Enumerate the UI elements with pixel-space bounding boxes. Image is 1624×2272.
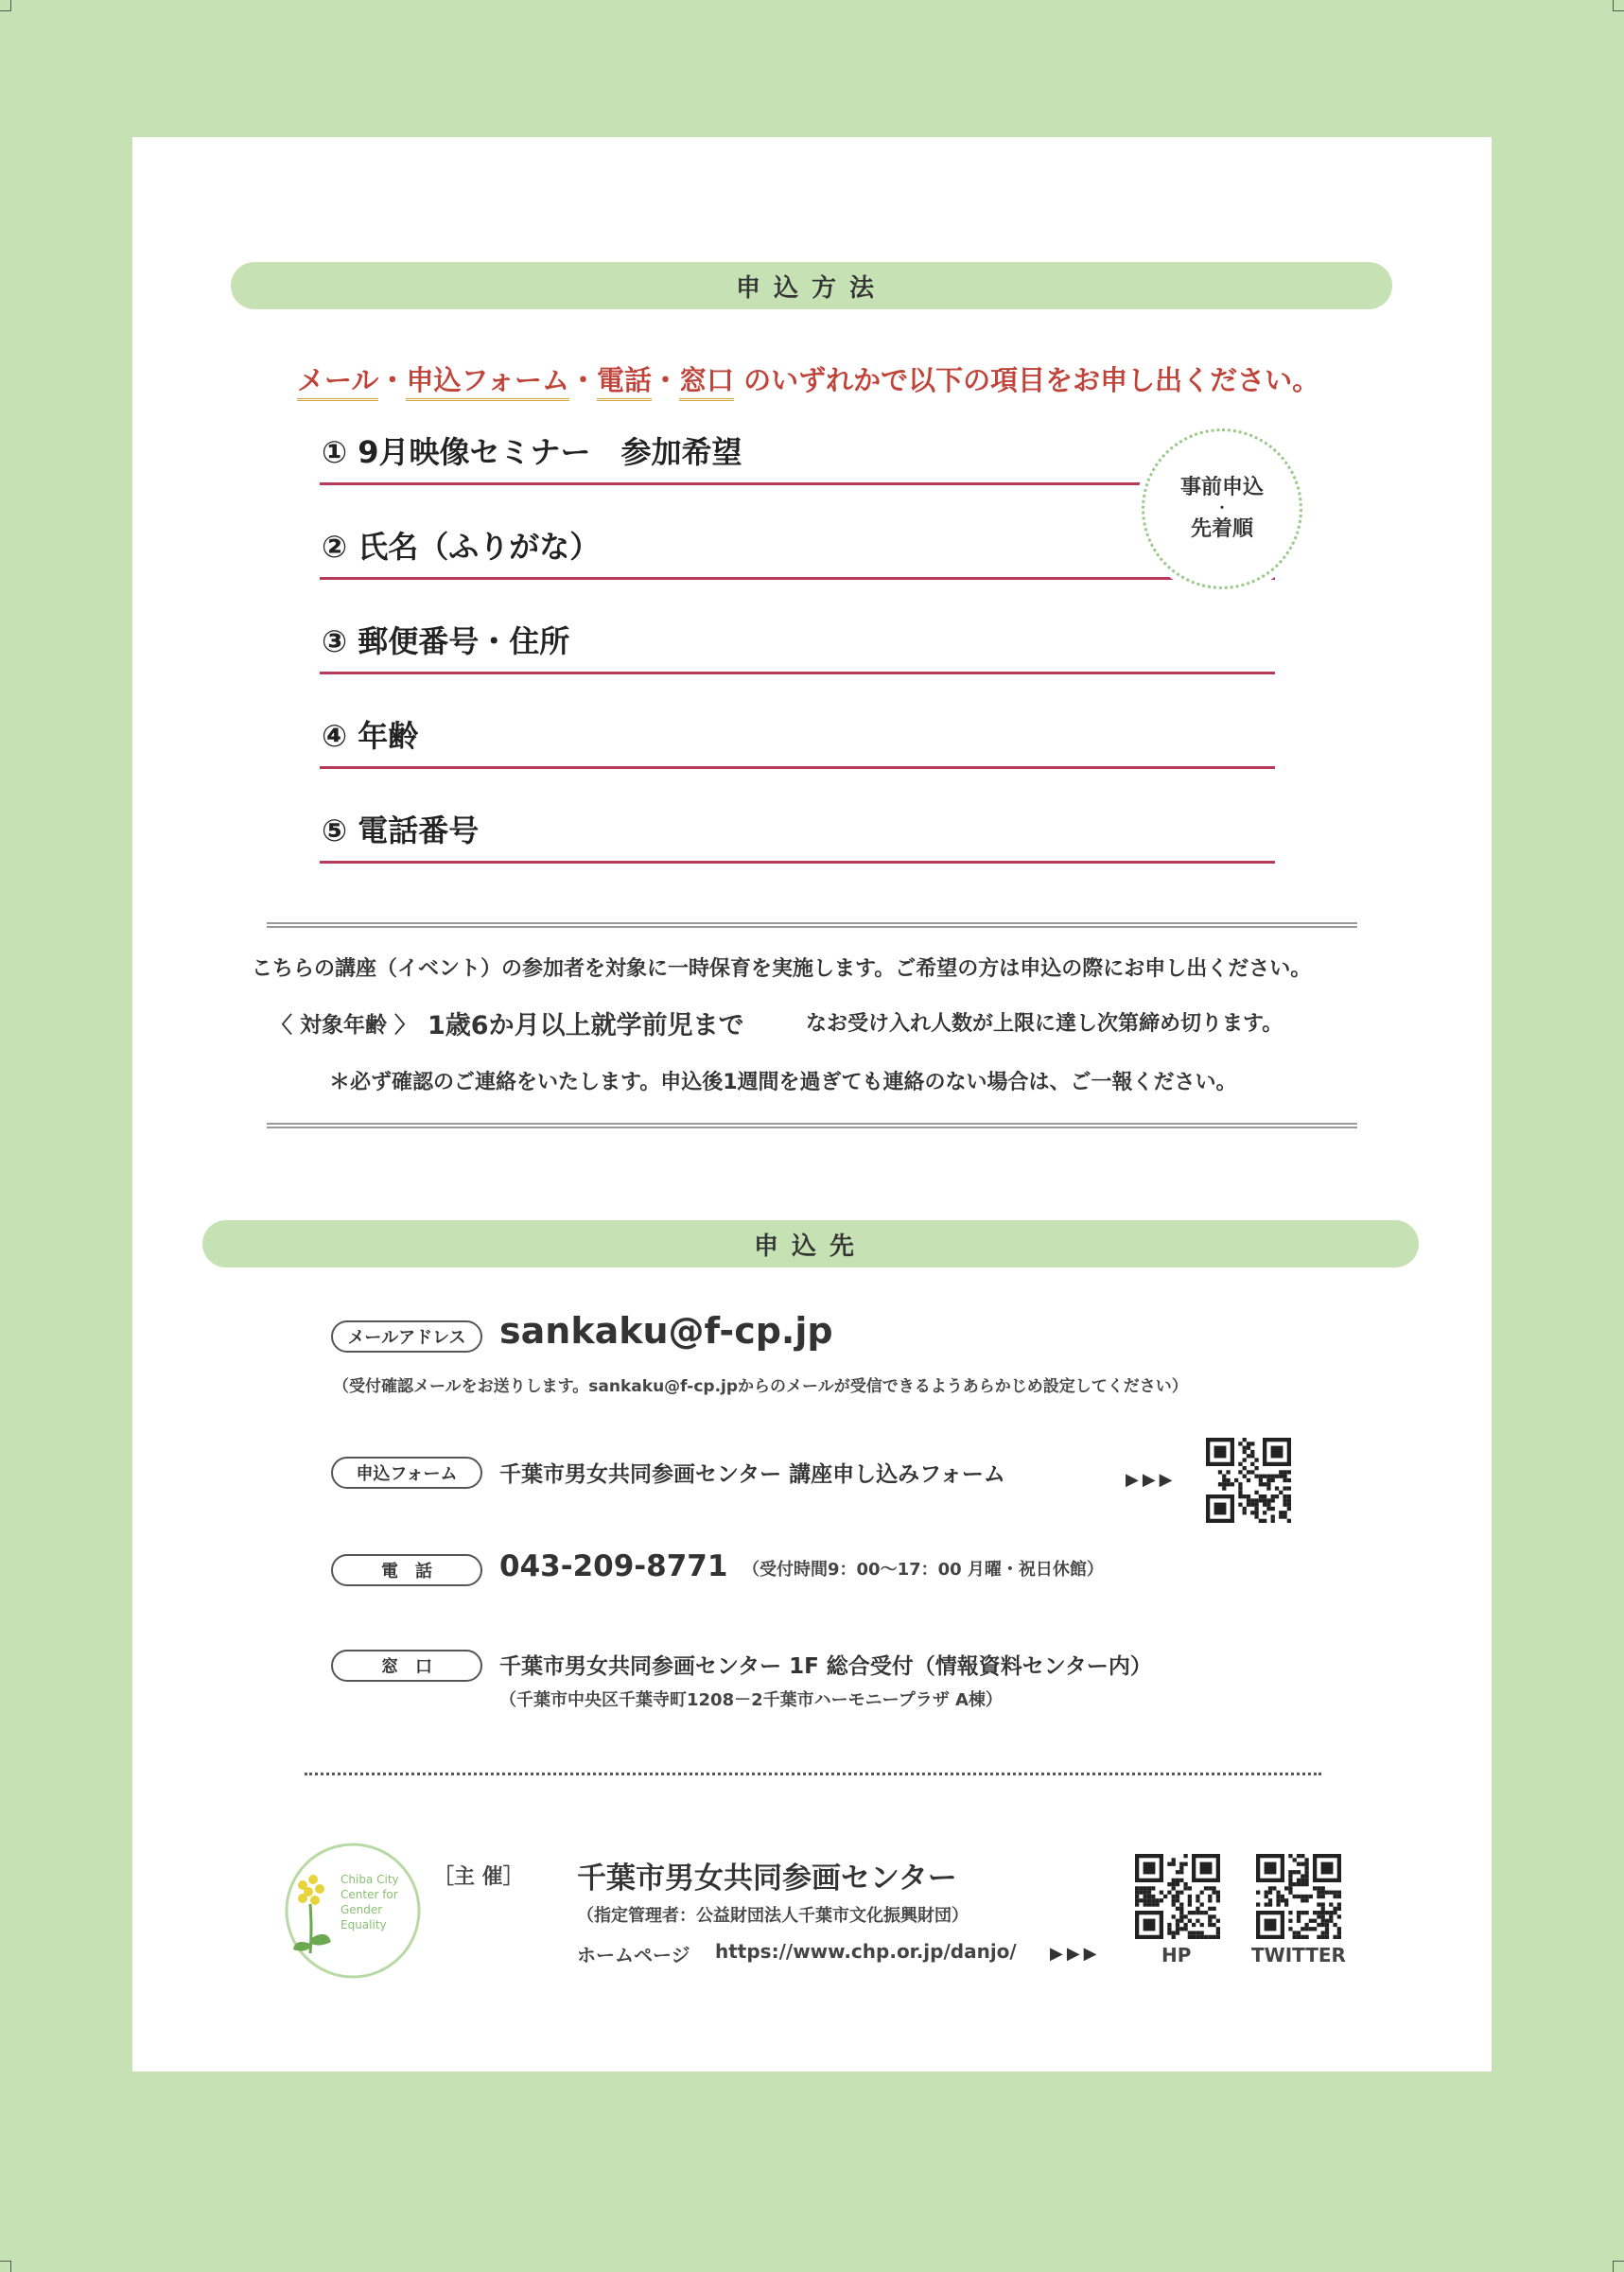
childcare-confirm-note: ＊必ず確認のご連絡をいたします。申込後1週間を過ぎても連絡のない場合は、ご一報ください。 <box>329 1071 1237 1094</box>
intro-rest: のいずれかで以下の項目をお申し出ください。 <box>743 364 1320 396</box>
divider-double <box>267 1123 1357 1128</box>
badge-line1: 事前申込 <box>1179 476 1264 500</box>
childcare-age-value: 1歳6か月以上就学前児まで <box>428 1011 744 1040</box>
host-org-note: （指定管理者：公益財団法人千葉市文化振興財団） <box>577 1906 969 1926</box>
section-header-apply-method <box>231 262 1392 309</box>
qr-modules <box>1256 1854 1341 1939</box>
sep: ・ <box>652 364 680 396</box>
window-location: 千葉市男女共同参画センター 1F 総合受付（情報資料センター内） <box>499 1654 1152 1679</box>
section-title: 申込先 <box>753 1232 867 1261</box>
badge-line2: 先着順 <box>1190 517 1253 541</box>
phone-hours: （受付時間9：00～17：00 月曜・祝日休館） <box>742 1560 1104 1580</box>
crop-mark <box>0 0 11 11</box>
logo-text: Chiba City <box>341 1873 399 1886</box>
phone-number[interactable]: 043-209-8771 <box>499 1549 728 1583</box>
method-email: メール <box>297 364 378 401</box>
form-name[interactable]: 千葉市男女共同参画センター 講座申し込みフォーム <box>499 1462 1005 1487</box>
qr-twitter-label: TWITTER <box>1251 1944 1346 1966</box>
first-come-badge <box>1142 428 1302 589</box>
qr-code-form[interactable] <box>1206 1438 1291 1523</box>
apply-intro <box>297 359 1337 398</box>
section-title: 申込方法 <box>735 273 887 303</box>
logo-text: Gender <box>341 1903 383 1916</box>
qr-hp-label: HP <box>1161 1944 1192 1966</box>
label-form: 申込フォーム <box>331 1457 482 1489</box>
email-address[interactable]: sankaku@f-cp.jp <box>499 1310 833 1352</box>
homepage-url[interactable]: https://www.chp.or.jp/danjo/ <box>715 1940 1017 1963</box>
flyer-sheet <box>132 137 1492 2071</box>
center-logo <box>282 1840 424 1982</box>
qr-code-twitter[interactable] <box>1256 1854 1341 1939</box>
label-window: 窓 口 <box>331 1650 482 1682</box>
required-item-1: ① 9月映像セミナー 参加希望 <box>320 428 1275 485</box>
arrow-icon: ▶▶▶ <box>1126 1470 1177 1490</box>
qr-code-hp[interactable] <box>1135 1854 1220 1939</box>
sep: ・ <box>378 364 407 396</box>
badge-dot: ・ <box>1215 501 1229 516</box>
host-label: ［主 催］ <box>433 1865 524 1889</box>
sep: ・ <box>569 364 598 396</box>
host-org-name: 千葉市男女共同参画センター <box>577 1861 957 1896</box>
required-item-5: ⑤ 電話番号 <box>320 807 1275 864</box>
required-item-4: ④ 年齢 <box>320 712 1275 769</box>
label-email: メールアドレス <box>331 1320 482 1353</box>
label-phone: 電 話 <box>331 1554 482 1586</box>
email-note: （受付確認メールをお送りします。sankaku@f-cp.jpからのメールが受信できるようあらかじめ設定してください） <box>333 1377 1188 1396</box>
required-item-3: ③ 郵便番号・住所 <box>320 618 1275 674</box>
section-header-apply-to <box>202 1220 1419 1267</box>
method-window: 窓口 <box>679 364 734 401</box>
divider-double <box>267 922 1357 928</box>
required-item-2: ② 氏名（ふりがな） <box>320 523 1275 580</box>
childcare-age-note: なお受け入れ人数が上限に達し次第締め切ります。 <box>806 1012 1283 1036</box>
childcare-line1: こちらの講座（イベント）の参加者を対象に一時保育を実施します。ご希望の方は申込の際にお申し出ください。 <box>252 957 1312 981</box>
crop-mark <box>1613 2261 1624 2272</box>
method-phone: 電話 <box>597 364 652 401</box>
dotted-divider <box>305 1773 1321 1775</box>
method-form: 申込フォーム <box>406 364 569 401</box>
logo-text: Equality <box>341 1918 387 1931</box>
crop-mark <box>1613 0 1624 11</box>
childcare-age-label: 〈 対象年齢 〉 <box>271 1013 417 1038</box>
qr-modules <box>1135 1854 1220 1939</box>
logo-text: Center for <box>341 1888 398 1901</box>
window-address: （千葉市中央区千葉寺町1208－2千葉市ハーモニープラザ A棟） <box>499 1690 1003 1710</box>
crop-mark <box>0 2261 11 2272</box>
qr-modules <box>1206 1438 1291 1523</box>
homepage-label: ホームページ <box>577 1944 690 1966</box>
arrow-icon: ▶▶▶ <box>1050 1944 1101 1964</box>
